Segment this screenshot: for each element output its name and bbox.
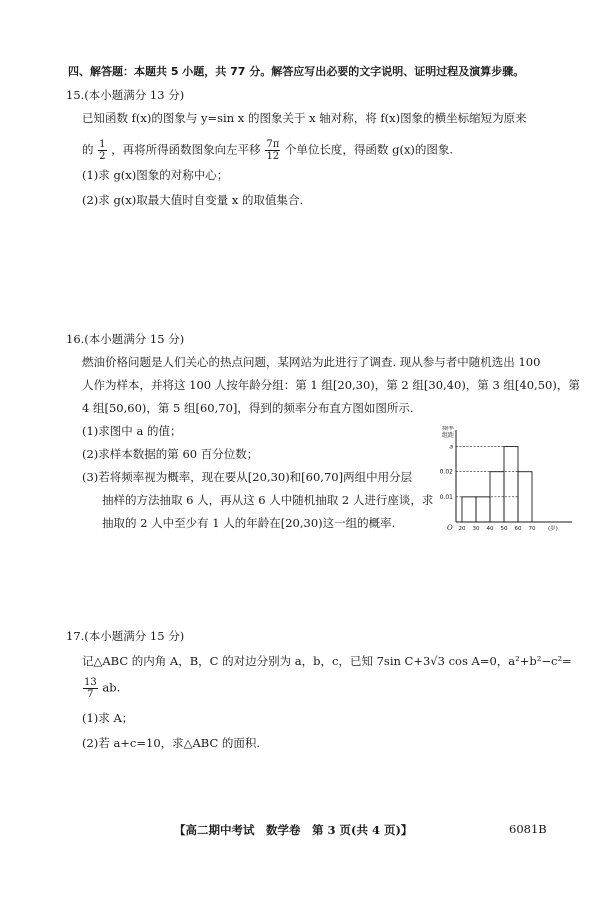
q15-fraction-half [98, 139, 106, 162]
x-axis-label: (岁) [548, 526, 558, 532]
q15-frac1-num: 1 [99, 139, 106, 150]
q15-fraction-shift [265, 139, 280, 162]
q16-part3-line1: (3)若将频率视为概率，现在要从[20,30)和[60,70]两组中用分层 [82, 470, 413, 484]
x-tick-label: 70 [528, 526, 536, 532]
q17-frac-num: 13 [84, 677, 97, 688]
q16-part3-line3: 抽取的 2 人中至少有 1 人的年龄在[20,30)这一组的概率. [102, 516, 396, 530]
q16-line1: 燃油价格问题是人们关心的热点问题，某网站为此进行了调查. 现从参与者中随机选出 100 [82, 355, 541, 369]
x-tick-label: 60 [514, 526, 522, 532]
section-heading: 四、解答题：本题共 5 小题，共 77 分。解答应写出必要的文字说明、证明过程及演算步骤。 [68, 65, 525, 78]
q16-part3-line2: 抽样的方法抽取 6 人，再从这 6 人中随机抽取 2 人进行座谈，求 [102, 493, 434, 507]
q15-frac2-num: 7π [266, 139, 280, 150]
q17-frac-tail: ab. [102, 680, 121, 695]
q15-line2-b: ，再将所得函数图象向左平移 [111, 142, 261, 157]
x-tick-label: 20 [458, 526, 466, 532]
y-tick-label: 0.01 [439, 493, 453, 501]
q17-line2 [82, 677, 120, 700]
q17-line1: 记△ABC 的内角 A，B，C 的对边分别为 a，b，c，已知 7sin C+3√3 cos A=0，a²+b²−c²= [82, 654, 572, 668]
y-axis-label: 频率 [442, 426, 455, 432]
q15-part2: (2)求 g(x)取最大值时自变量 x 的取值集合. [82, 193, 304, 207]
q16-line3: 4 组[50,60)，第 5 组[60,70]，得到的频率分布直方图如图所示. [82, 401, 414, 415]
q15-line2 [82, 139, 453, 162]
histogram-bar [476, 497, 490, 522]
q16-part1: (1)求图中 a 的值； [82, 424, 182, 438]
q17-fraction [83, 677, 98, 700]
q15-line2-a: 的 [82, 142, 94, 157]
q15-line1: 已知函数 f(x)的图象与 y=sin x 的图象关于 x 轴对称，将 f(x)图象的横坐标缩短为原来 [82, 111, 527, 125]
y-tick-label: 0.02 [439, 468, 453, 476]
y-axis-label-unit: 组距 [442, 432, 455, 439]
histogram-bar [462, 497, 476, 522]
q16-part2: (2)求样本数据的第 60 百分位数； [82, 447, 259, 461]
footer-page-info: 【高二期中考试 数学卷 第 3 页(共 4 页)】 [174, 823, 413, 837]
frequency-histogram [432, 426, 600, 541]
histogram-bar [518, 472, 532, 522]
q15-line2-c: 个单位长度，得函数 g(x)的图象. [284, 142, 454, 157]
q15-number: 15.(本小题满分 13 分) [66, 88, 185, 102]
q15-part1: (1)求 g(x)图象的对称中心； [82, 168, 229, 182]
y-tick-label: a [449, 443, 453, 451]
x-tick-label: 40 [486, 526, 494, 532]
footer-code: 6081B [509, 822, 547, 836]
q17-number: 17.(本小题满分 15 分) [66, 629, 185, 643]
histogram-bar [504, 447, 518, 522]
x-tick-label: 30 [472, 526, 480, 532]
q15-frac2-den: 12 [266, 151, 280, 162]
q17-part1: (1)求 A； [82, 711, 134, 725]
origin-label: O [447, 524, 453, 532]
q15-frac1-den: 2 [99, 151, 106, 162]
q16-line2: 人作为样本，并将这 100 人按年龄分组：第 1 组[20,30)，第 2 组[30,40)，第 3 组[40,50)，第 [82, 378, 580, 392]
q17-frac-den: 7 [87, 689, 94, 700]
q16-number: 16.(本小题满分 15 分) [66, 332, 185, 346]
q17-part2: (2)若 a+c=10，求△ABC 的面积. [82, 736, 261, 750]
x-tick-label: 50 [500, 526, 508, 532]
